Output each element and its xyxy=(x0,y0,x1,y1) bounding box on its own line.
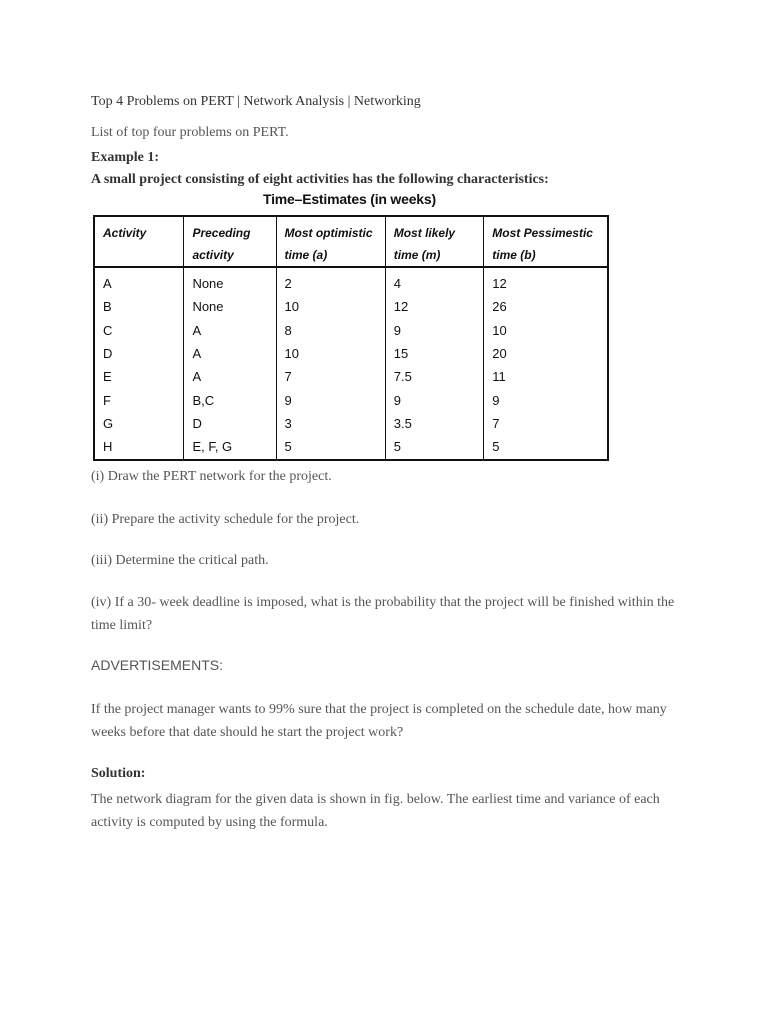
activity-cell: G xyxy=(94,412,184,435)
header-preceding-activity xyxy=(184,216,276,267)
table-row xyxy=(94,436,608,460)
advertisements-label: ADVERTISEMENTS: xyxy=(91,657,223,673)
problem-statement: A small project consisting of eight activities has the following characteristics: xyxy=(91,172,549,187)
pessimistic-cell: 10 xyxy=(492,322,507,338)
optimistic-cell: 10 xyxy=(276,342,385,365)
pessimistic-cell: 20 xyxy=(492,345,507,361)
pessimistic-cell: 12 xyxy=(492,275,507,291)
table-row xyxy=(94,319,608,342)
table-row xyxy=(94,267,608,296)
followup-question: If the project manager wants to 99% sure that the project is completed on the schedule date, how many weeks before that date should he start the project work? xyxy=(91,702,667,740)
pert-time-estimates-table xyxy=(93,215,609,461)
header-line: time (m) xyxy=(393,248,441,262)
activity-cell: F xyxy=(94,389,184,412)
pessimistic-cell: 9 xyxy=(492,392,500,408)
solution-text: The network diagram for the given data is shown in fig. below. The earliest time and variance of each activity is computed by using the formula. xyxy=(91,792,660,830)
likely-cell: 3.5 xyxy=(385,412,484,435)
likely-cell: 9 xyxy=(385,389,484,412)
question-3: (iii) Determine the critical path. xyxy=(91,553,269,568)
table-header-row xyxy=(94,216,608,267)
table-row xyxy=(94,366,608,389)
intro-text: List of top four problems on PERT. xyxy=(91,125,289,140)
likely-cell: 5 xyxy=(385,436,484,460)
activity-cell: E xyxy=(94,366,184,389)
optimistic-cell: 10 xyxy=(276,296,385,319)
question-1: (i) Draw the PERT network for the project. xyxy=(91,469,332,484)
preceding-cell: None xyxy=(184,267,276,296)
activity-cell: H xyxy=(94,436,184,460)
optimistic-cell: 7 xyxy=(276,366,385,389)
header-line: Most likely xyxy=(393,226,456,240)
optimistic-cell: 3 xyxy=(276,412,385,435)
optimistic-cell: 8 xyxy=(276,319,385,342)
preceding-cell: E, F, G xyxy=(184,436,276,460)
preceding-cell: D xyxy=(184,412,276,435)
header-pessimistic-time xyxy=(484,216,608,267)
activity-cell: C xyxy=(94,319,184,342)
preceding-cell: A xyxy=(184,342,276,365)
likely-cell: 9 xyxy=(385,319,484,342)
question-2: (ii) Prepare the activity schedule for the project. xyxy=(91,512,360,527)
activity-cell: A xyxy=(94,267,184,296)
table-body xyxy=(94,267,608,460)
header-likely-time xyxy=(385,216,484,267)
example-label: Example 1: xyxy=(91,150,160,165)
optimistic-cell: 2 xyxy=(276,267,385,296)
header-line: Most optimistic xyxy=(284,226,373,240)
table-caption: Time–Estimates (in weeks) xyxy=(263,191,436,207)
table-row xyxy=(94,389,608,412)
optimistic-cell: 9 xyxy=(276,389,385,412)
pessimistic-cell: 11 xyxy=(492,369,506,385)
header-line: Most Pessimestic xyxy=(492,226,593,240)
solution-label: Solution: xyxy=(91,766,146,781)
header-line: Preceding xyxy=(192,226,251,240)
page-title: Top 4 Problems on PERT | Network Analysis | Networking xyxy=(91,94,421,109)
likely-cell: 4 xyxy=(385,267,484,296)
table-row xyxy=(94,412,608,435)
header-line: time (b) xyxy=(492,248,536,262)
pessimistic-cell: 7 xyxy=(492,415,500,431)
question-4: (iv) If a 30- week deadline is imposed, what is the probability that the project will be finished within the time limit? xyxy=(91,595,675,633)
likely-cell: 15 xyxy=(385,342,484,365)
pessimistic-cell: 26 xyxy=(492,299,507,315)
header-optimistic-time xyxy=(276,216,385,267)
preceding-cell: B,C xyxy=(184,389,276,412)
header-activity xyxy=(94,216,184,267)
table-row xyxy=(94,296,608,319)
likely-cell: 12 xyxy=(385,296,484,319)
activity-cell: B xyxy=(94,296,184,319)
header-line: activity xyxy=(192,248,234,262)
activity-cell: D xyxy=(94,342,184,365)
pessimistic-cell: 5 xyxy=(492,439,500,455)
preceding-cell: A xyxy=(184,319,276,342)
header-line: time (a) xyxy=(284,248,328,262)
optimistic-cell: 5 xyxy=(276,436,385,460)
preceding-cell: None xyxy=(184,296,276,319)
preceding-cell: A xyxy=(184,366,276,389)
table-row xyxy=(94,342,608,365)
header-line: Activity xyxy=(103,226,147,240)
likely-cell: 7.5 xyxy=(385,366,484,389)
